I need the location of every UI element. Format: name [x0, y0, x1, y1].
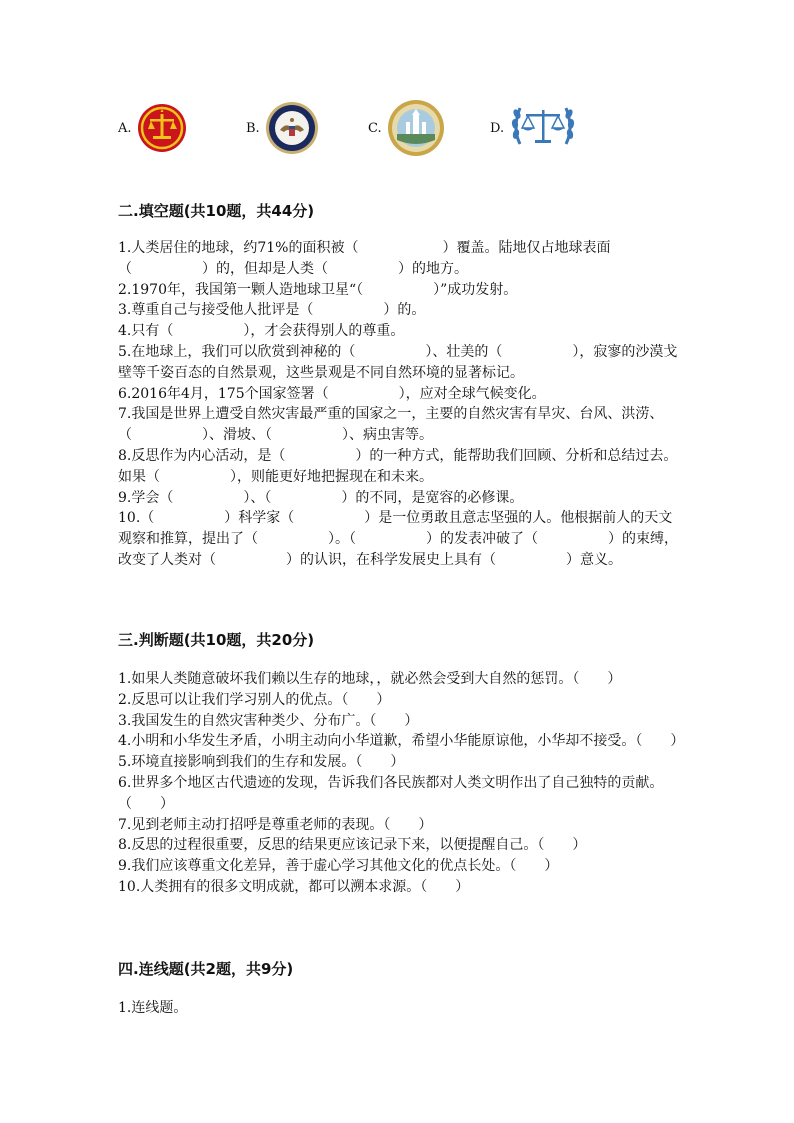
judge-question-1: 1.如果人类随意破坏我们赖以生存的地球，，就必然会受到大自然的惩罚。（ ）: [118, 671, 622, 687]
fill-question-10: 10.（ ）科学家（ ）是一位勇敢且意志坚强的人。他根据前人的天文观察和推算，提出了（ ）。（ ）的发表冲破了（ ）的束缚，改变了人类对（ ）的认识，在科学发展史上具有（ ）意义。: [118, 510, 678, 568]
judge-question-10: 10.人类拥有的很多文明成就，都可以溯本求源。（ ）: [118, 878, 470, 895]
fill-question-9: 9.学会（ ）、（ ）的不同，是宽容的必修课。: [118, 489, 524, 506]
scales-of-justice-icon: [508, 98, 578, 158]
fill-question-7: 7.我国是世界上遭受自然灾害最严重的国家之一，主要的自然灾害有旱灾、台风、洪涝、（ ）、滑坡、（ ）、病虫害等。: [118, 406, 664, 444]
option-label: B.: [246, 120, 260, 136]
option-label: C.: [368, 120, 382, 136]
judge-question-8: 8.反思的过程很重要，反思的结果更应该记录下来，以便提醒自己。（ ）: [118, 837, 587, 854]
fill-question-4: 4.只有（ ），才会获得别人的尊重。: [118, 323, 405, 340]
judge-question-4: 4.小明和小华发生矛盾，小明主动向小华道歉，希望小华能原谅他，小华却不接受。（ ）: [118, 733, 685, 750]
answer-options: [118, 96, 638, 160]
option-label: A.: [118, 120, 132, 136]
judge-question-6: 6.世界多个地区古代遗迹的发现，告诉我们各民族都对人类文明作出了自己独特的贡献。（ ）: [118, 774, 664, 812]
section-title-match: 四.连线题(共2题，共9分): [118, 960, 294, 978]
judge-question-3: 3.我国发生的自然灾害种类少、分布广。（ ）: [118, 712, 419, 729]
option-c[interactable]: [368, 96, 446, 160]
judge-question-9: 9.我们应该尊重文化差异，善于虚心学习其他文化的优点长处。（ ）: [118, 858, 559, 875]
fill-question-8: 8.反思作为内心活动，是（ ）的一种方式，能帮助我们回顾、分析和总结过去。如果（ ），则能更好地把握现在和未来。: [118, 447, 678, 485]
judge-question-7: 7.见到老师主动打招呼是尊重老师的表现。（ ）: [118, 816, 433, 833]
fill-question-1: 1.人类居住的地球，约71%的面积被（ ）覆盖。陆地仅占地球表面（ ）的，但却是人类（ ）的地方。: [118, 240, 611, 277]
presidential-seal-icon: [264, 100, 320, 156]
fill-question-list: [118, 238, 678, 571]
fill-question-5: 5.在地球上，我们可以欣赏到神秘的（ ）、壮美的（ ），寂寥的沙漠戈壁等千姿百态的自然景观，这些景观是不同自然环境的显著标记。: [118, 343, 678, 381]
match-question-1: 1.连线题。: [118, 1000, 188, 1016]
fill-question-6: 6.2016年4月，175个国家签署（ ），应对全球气候变化。: [118, 385, 546, 402]
round-seal-icon: [386, 98, 446, 158]
judge-question-5: 5.环境直接影响到我们的生存和发展。（ ）: [118, 754, 405, 771]
court-emblem-icon: [136, 102, 188, 154]
option-d[interactable]: [490, 96, 578, 160]
judge-question-2: 2.反思可以让我们学习别人的优点。（ ）: [118, 691, 391, 708]
fill-question-2: 2.1970年，我国第一颗人造地球卫星“（ ）”成功发射。: [118, 281, 518, 298]
option-a[interactable]: [118, 96, 188, 160]
option-label: D.: [490, 120, 505, 136]
judge-question-list: [118, 669, 685, 898]
section-title-fill: 二.填空题(共10题，共44分): [118, 202, 315, 220]
section-title-judge: 三.判断题(共10题，共20分): [118, 631, 315, 649]
option-b[interactable]: [246, 96, 320, 160]
fill-question-3: 3.尊重自己与接受他人批评是（ ）的。: [118, 302, 426, 319]
match-question-list: [118, 998, 678, 1019]
